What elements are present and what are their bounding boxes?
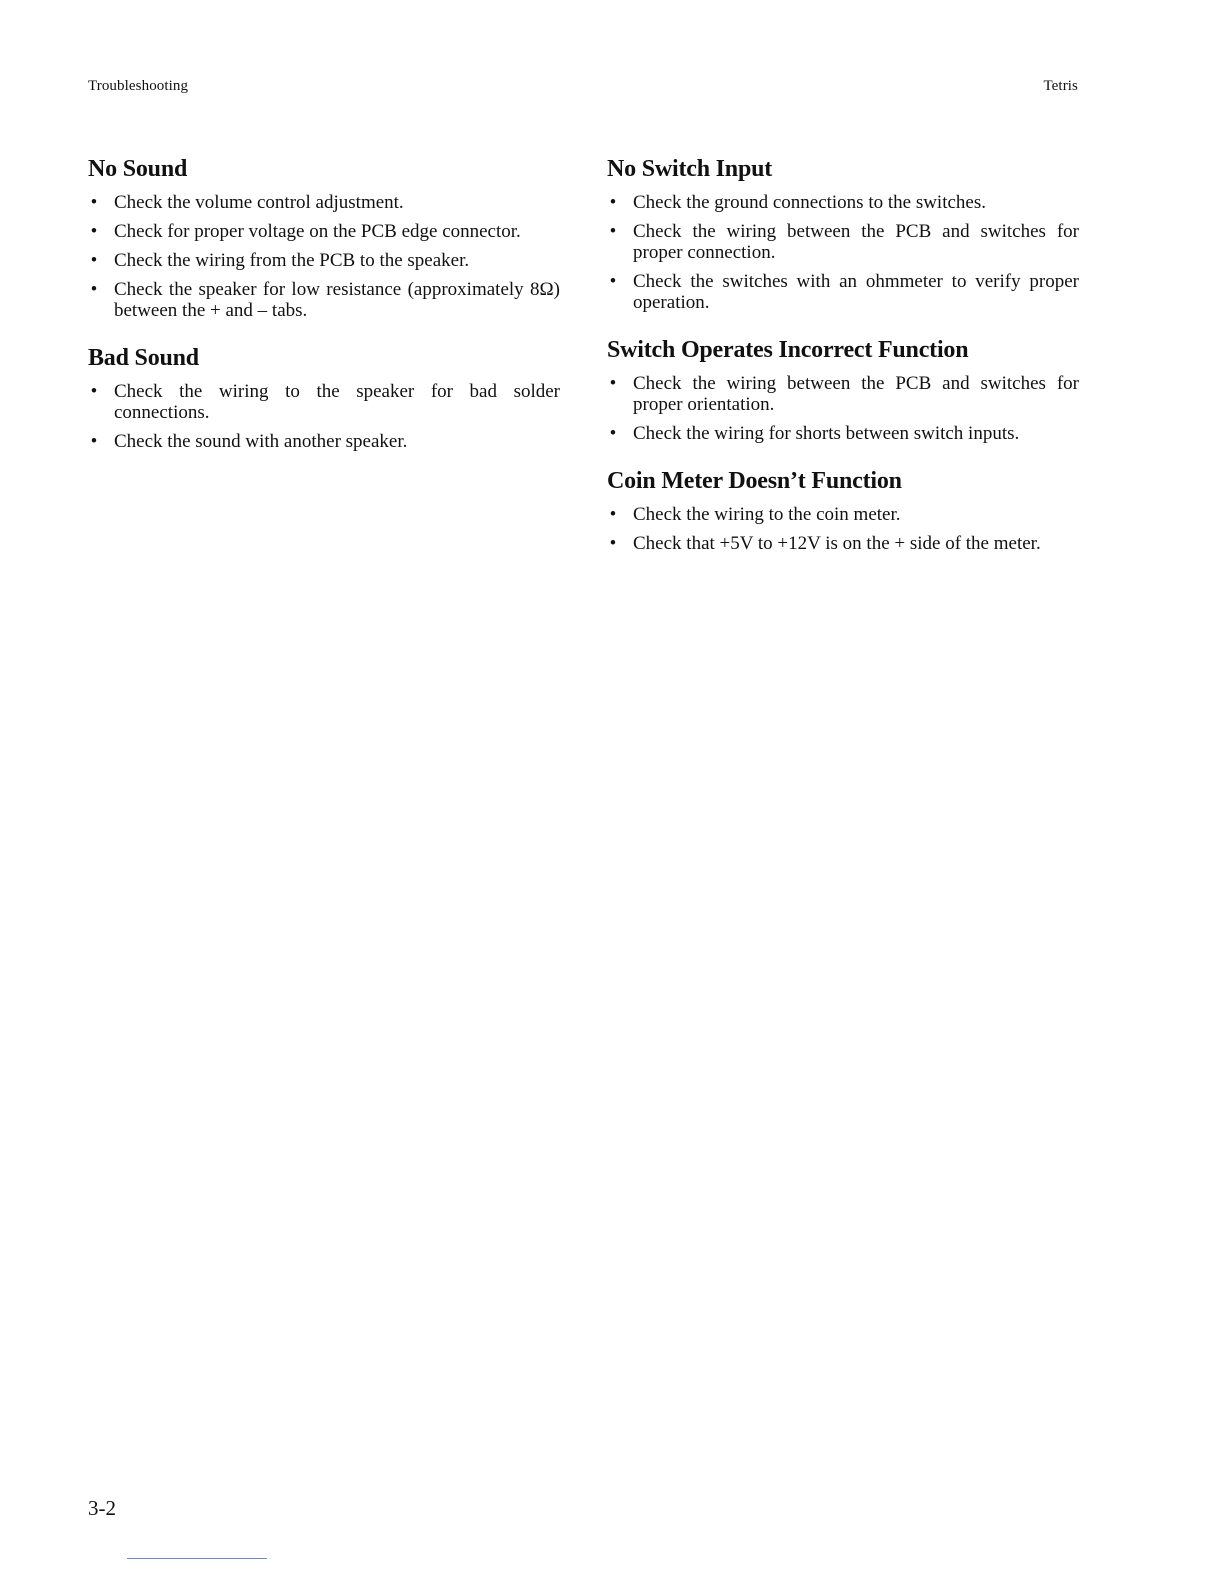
section-no-sound: [88, 154, 560, 321]
bullet-icon: •: [609, 192, 617, 213]
bullet-icon: •: [90, 192, 98, 213]
bullet-list: [88, 192, 560, 321]
list-item: [607, 423, 1079, 444]
list-item-text: Check the wiring between the PCB and switches for proper connection.: [633, 221, 1079, 263]
list-item: [88, 250, 560, 271]
bullet-list: [88, 381, 560, 452]
list-item: [88, 279, 560, 321]
bullet-icon: •: [90, 221, 98, 242]
bullet-icon: •: [90, 431, 98, 452]
list-item-text: Check the wiring for shorts between switch inputs.: [633, 423, 1020, 444]
section-heading: No Switch Input: [607, 156, 773, 182]
section-bad-sound: [88, 343, 560, 452]
section-coin-meter: [607, 466, 1079, 554]
running-head-title: Tetris: [1043, 78, 1078, 94]
section-heading: Switch Operates Incorrect Function: [607, 337, 969, 363]
right-column: [607, 154, 1079, 576]
list-item-text: Check that +5V to +12V is on the + side of the meter.: [633, 533, 1041, 554]
bullet-icon: •: [609, 271, 617, 292]
list-item: [88, 431, 560, 452]
bullet-icon: •: [90, 381, 98, 402]
list-item-text: Check the wiring to the speaker for bad solder connections.: [114, 381, 560, 423]
list-item-text: Check the wiring to the coin meter.: [633, 504, 901, 525]
list-item: [607, 504, 1079, 525]
list-item: [607, 271, 1079, 313]
list-item-text: Check the wiring from the PCB to the speaker.: [114, 250, 470, 271]
list-item: [88, 221, 560, 242]
list-item: [607, 221, 1079, 263]
bullet-icon: •: [90, 279, 98, 300]
list-item-text: Check the speaker for low resistance (approximately 8Ω) between the + and – tabs.: [114, 279, 560, 321]
bullet-list: [607, 192, 1079, 313]
list-item: [88, 381, 560, 423]
bullet-list: [607, 373, 1079, 444]
bullet-list: [607, 504, 1079, 554]
list-item-text: Check the wiring between the PCB and switches for proper orientation.: [633, 373, 1079, 415]
list-item-text: Check the volume control adjustment.: [114, 192, 404, 213]
section-switch-operates-incorrect-function: [607, 335, 1079, 444]
list-item-text: Check for proper voltage on the PCB edge connector.: [114, 221, 521, 242]
list-item-text: Check the switches with an ohmmeter to verify proper operation.: [633, 271, 1079, 313]
bullet-icon: •: [609, 221, 617, 242]
bullet-icon: •: [90, 250, 98, 271]
list-item: [607, 533, 1079, 554]
bottom-rule: [127, 1558, 267, 1559]
left-column: [88, 154, 560, 474]
list-item: [88, 192, 560, 213]
bullet-icon: •: [609, 504, 617, 525]
page-number: 3-2: [88, 1496, 116, 1520]
bullet-icon: •: [609, 373, 617, 394]
section-heading: No Sound: [88, 156, 188, 182]
bullet-icon: •: [609, 423, 617, 444]
bullet-icon: •: [609, 533, 617, 554]
list-item-text: Check the sound with another speaker.: [114, 431, 408, 452]
list-item-text: Check the ground connections to the switches.: [633, 192, 987, 213]
section-heading: Coin Meter Doesn’t Function: [607, 468, 902, 494]
section-no-switch-input: [607, 154, 1079, 313]
running-head-section: Troubleshooting: [88, 78, 189, 94]
section-heading: Bad Sound: [88, 345, 199, 371]
list-item: [607, 192, 1079, 213]
list-item: [607, 373, 1079, 415]
